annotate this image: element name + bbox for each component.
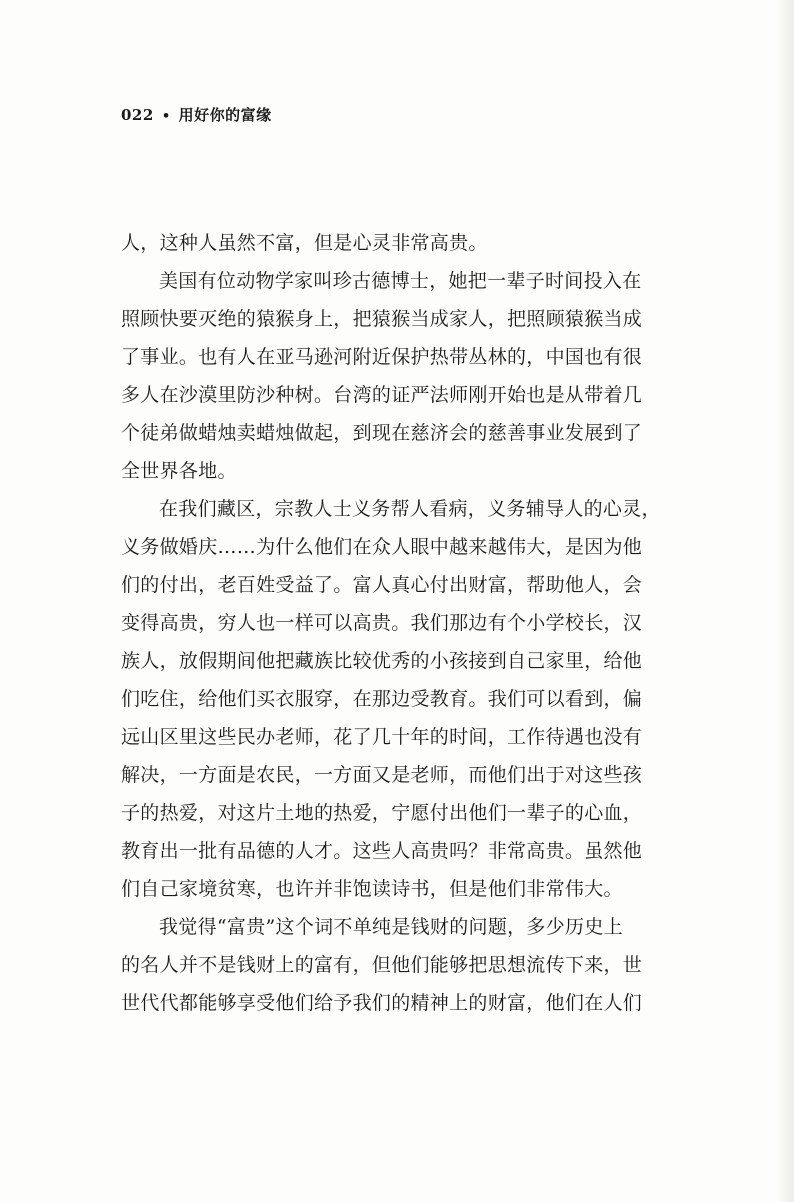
body-text	[121, 224, 669, 1022]
text-line: 个徒弟做蜡烛卖蜡烛做起，到现在慈济会的慈善事业发展到了	[121, 422, 643, 444]
text-line: 们自己家境贫寒，也许并非饱读诗书，但是他们非常伟大。	[121, 878, 623, 900]
text-line: 子的热爱，对这片土地的热爱，宁愿付出他们一辈子的心血，	[121, 802, 643, 824]
text-line: 远山区里这些民办老师，花了几十年的时间，工作待遇也没有	[121, 726, 643, 748]
text-line: 们的付出，老百姓受益了。富人真心付出财富，帮助他人，会	[121, 574, 643, 596]
text-line: 义务做婚庆……为什么他们在众人眼中越来越伟大，是因为他	[121, 536, 643, 558]
text-line: 照顾快要灭绝的猿猴身上，把猿猴当成家人，把照顾猿猴当成	[121, 308, 643, 330]
text-line: 在我们藏区，宗教人士义务帮人看病，义务辅导人的心灵，	[159, 498, 661, 520]
text-line: 变得高贵，穷人也一样可以高贵。我们那边有个小学校长，汉	[121, 612, 643, 634]
text-line: 族人，放假期间他把藏族比较优秀的小孩接到自己家里，给他	[121, 650, 643, 672]
text-line: 教育出一批有品德的人才。这些人高贵吗？非常高贵。虽然他	[121, 840, 643, 862]
text-line: 多人在沙漠里防沙种树。台湾的证严法师刚开始也是从带着几	[121, 384, 643, 406]
text-line: 人，这种人虽然不富，但是心灵非常高贵。	[121, 232, 488, 254]
page-number: 022	[121, 106, 154, 124]
text-line: 的名人并不是钱财上的富有，但他们能够把思想流传下来，世	[121, 954, 643, 976]
text-line: 美国有位动物学家叫珍古德博士，她把一辈子时间投入在	[159, 270, 642, 292]
text-line: 解决，一方面是农民，一方面又是老师，而他们出于对这些孩	[121, 764, 643, 786]
bullet-separator: •	[161, 109, 171, 124]
book-title: 用好你的富缘	[178, 106, 272, 124]
text-line: 世代代都能够享受他们给予我们的精神上的财富，他们在人们	[121, 992, 643, 1014]
text-line: 们吃住，给他们买衣服穿，在那边受教育。我们可以看到，偏	[121, 688, 643, 710]
text-line: 我觉得“富贵”这个词不单纯是钱财的问题，多少历史上	[159, 916, 623, 938]
running-head	[121, 104, 272, 125]
text-line: 全世界各地。	[121, 460, 237, 482]
page-edge-shadow	[776, 0, 794, 1202]
text-line: 了事业。也有人在亚马逊河附近保护热带丛林的，中国也有很	[121, 346, 643, 368]
